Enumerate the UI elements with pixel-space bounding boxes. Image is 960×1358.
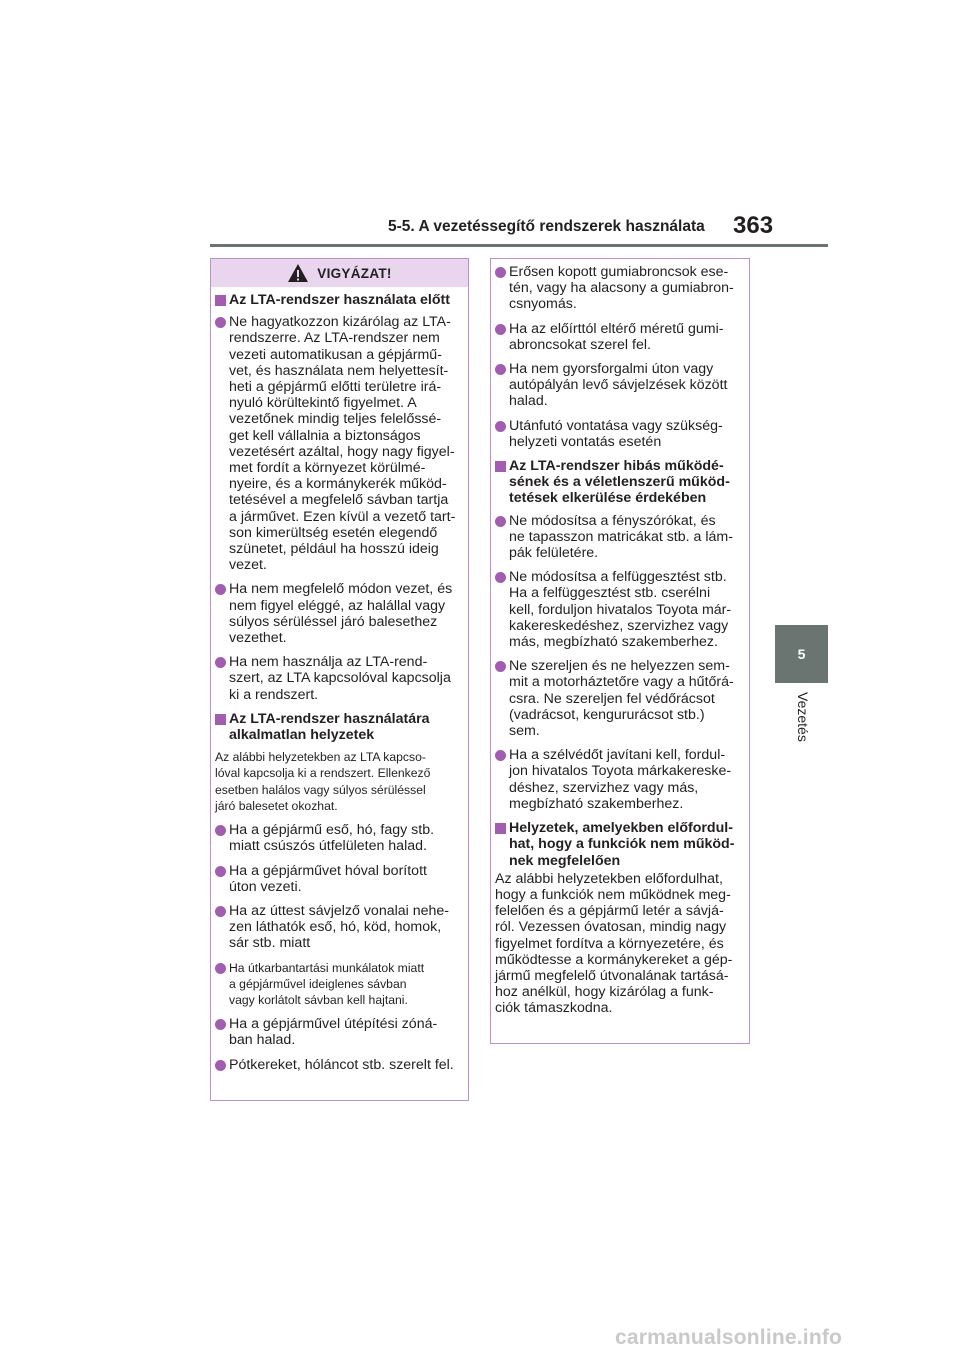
bullet-icon (215, 906, 226, 917)
section-heading: Helyzetek, amelyekben előfordul- hat, hogy a funkciók nem működ- nek megfelelően (495, 820, 748, 869)
bullet-icon (495, 324, 506, 335)
bullet-icon (215, 317, 226, 328)
list-item: Ha útkarbantartási munkálatok miatt a gépjárművel ideiglenes sávban vagy korlátolt sávban kell hajtani. (215, 960, 467, 1009)
page-number: 363 (733, 212, 774, 239)
list-item: Ha nem megfelelő módon vezet, és nem figyel eléggé, az halállal vagy súlyos sérüléssel járó balesethez vezethet. (215, 581, 467, 646)
square-bullet-icon (495, 823, 506, 834)
bullet-icon (495, 267, 506, 278)
square-bullet-icon (215, 714, 226, 725)
warning-triangle-icon (287, 263, 309, 283)
chapter-tab[interactable] (775, 625, 828, 683)
bullet-icon (215, 1019, 226, 1030)
warning-box-continued (490, 258, 750, 1044)
bullet-icon (495, 516, 506, 527)
section-title: 5-5. A vezetéssegítő rendszerek használata (388, 218, 705, 235)
warning-box-content (215, 292, 467, 1081)
chapter-label: Vezetés (795, 692, 811, 742)
list-item: Ne szereljen és ne helyezzen sem- mit a motorháztetőre vagy a hűtőrá- csra. Ne szereljen fel védőrácsot (vadrácsot, kengururácsot stb.) sem. (495, 658, 748, 739)
warning-box (210, 258, 469, 1101)
list-item: Ha a gépjárművet hóval borított úton vezeti. (215, 863, 467, 895)
bullet-icon (495, 364, 506, 375)
bullet-icon (495, 750, 506, 761)
section-heading: Az LTA-rendszer használata előtt (215, 292, 467, 308)
list-item: Ha a gépjárművel útépítési zóná- ban halad. (215, 1016, 467, 1048)
warning-box-title (211, 259, 468, 287)
section-heading: Az LTA-rendszer hibás működé- sének és a véletlenszerű működ- tetések elkerülése érdekében (495, 458, 748, 507)
list-item: Ha nem gyorsforgalmi úton vagy autópályán levő sávjelzések között halad. (495, 361, 748, 410)
square-bullet-icon (495, 461, 506, 472)
list-item: Ha nem használja az LTA-rend- szert, az LTA kapcsolóval kapcsolja ki a rendszert. (215, 654, 467, 703)
list-item: Erősen kopott gumiabroncsok ese- tén, vagy ha alacsony a gumiabron- csnyomás. (495, 264, 748, 313)
bullet-icon (215, 657, 226, 668)
bullet-icon (215, 584, 226, 595)
bullet-icon (215, 866, 226, 877)
list-item: Ha az előírttól eltérő méretű gumi- abroncsokat szerel fel. (495, 321, 748, 353)
bullet-icon (495, 661, 506, 672)
list-item: Ne módosítsa a fényszórókat, és ne tapasszon matricákat stb. a lám- pák felületére. (495, 513, 748, 562)
list-item: Ne módosítsa a felfüggesztést stb. Ha a felfüggesztést stb. cserélni kell, forduljon hivatalos Toyota már- kakereskedéshez, szervizhez vagy más, megbízható szakemberhez. (495, 569, 748, 650)
list-item: Ha az úttest sávjelző vonalai nehe- zen láthatók eső, hó, köd, homok, sár stb. miatt (215, 903, 467, 952)
list-item: Pótkereket, hóláncot stb. szerelt fel. (215, 1057, 467, 1073)
warning-title-text: VIGYÁZAT! (317, 265, 392, 281)
list-item: Ha a gépjármű eső, hó, fagy stb. miatt csúszós útfelületen halad. (215, 822, 467, 854)
header-divider (210, 244, 828, 247)
list-item: Ne hagyatkozzon kizárólag az LTA- rendszerre. Az LTA-rendszer nem vezeti automatikusan a gépjármű- vet, és használata nem helyettesít- heti a gépjármű előtti területre irá- nyuló körültekintő figyelmet. A vezetőnek mindig teljes felelőssé- get kell vállalnia a biztonságos vezetésért azáltal, hogy nagy figyel- met fordít a környezet körülmé- nyeire, és a kormánykerék működ- tetésével a megfelelő sávban tartja a járművet. Ezen kívül a vezető tart- son kimerültség esetén elegendő szünetet, például ha hosszú ideig vezet. (215, 314, 467, 573)
bullet-icon (495, 421, 506, 432)
bullet-icon (215, 825, 226, 836)
bullet-icon (495, 572, 506, 583)
bullet-icon (215, 1060, 226, 1071)
body-paragraph: Az alábbi helyzetekben előfordulhat, hogy a funkciók nem működnek meg- felelően és a gépjármű letér a sávjá- ról. Vezessen óvatosan, mindig nagy figyelmet fordítva a környezetére, és működtesse a kormánykereket a gép- jármű megfelelő útvonalának tartásá- hoz anélkül, hogy kizárólag a funk- ciók támaszkodna. (495, 870, 733, 1017)
list-item: Utánfutó vontatása vagy szükség- helyzeti vontatás esetén (495, 418, 748, 450)
intro-paragraph: Az alábbi helyzetekben az LTA kapcso- lóval kapcsolja ki a rendszert. Ellenkező esetben halálos vagy súlyos sérüléssel járó balesetet okozhat. (215, 750, 431, 813)
list-item: Ha a szélvédőt javítani kell, fordul- jon hivatalos Toyota márkakereske- déshez, szervizhez vagy más, megbízható szakemberhez. (495, 747, 748, 812)
watermark[interactable]: carmanualsonline.info (615, 1326, 843, 1349)
square-bullet-icon (215, 295, 226, 306)
warning-box-continued-content (495, 264, 748, 1017)
bullet-icon (215, 963, 226, 974)
chapter-number: 5 (797, 646, 806, 662)
section-heading: Az LTA-rendszer használatára alkalmatlan helyzetek (215, 711, 467, 743)
